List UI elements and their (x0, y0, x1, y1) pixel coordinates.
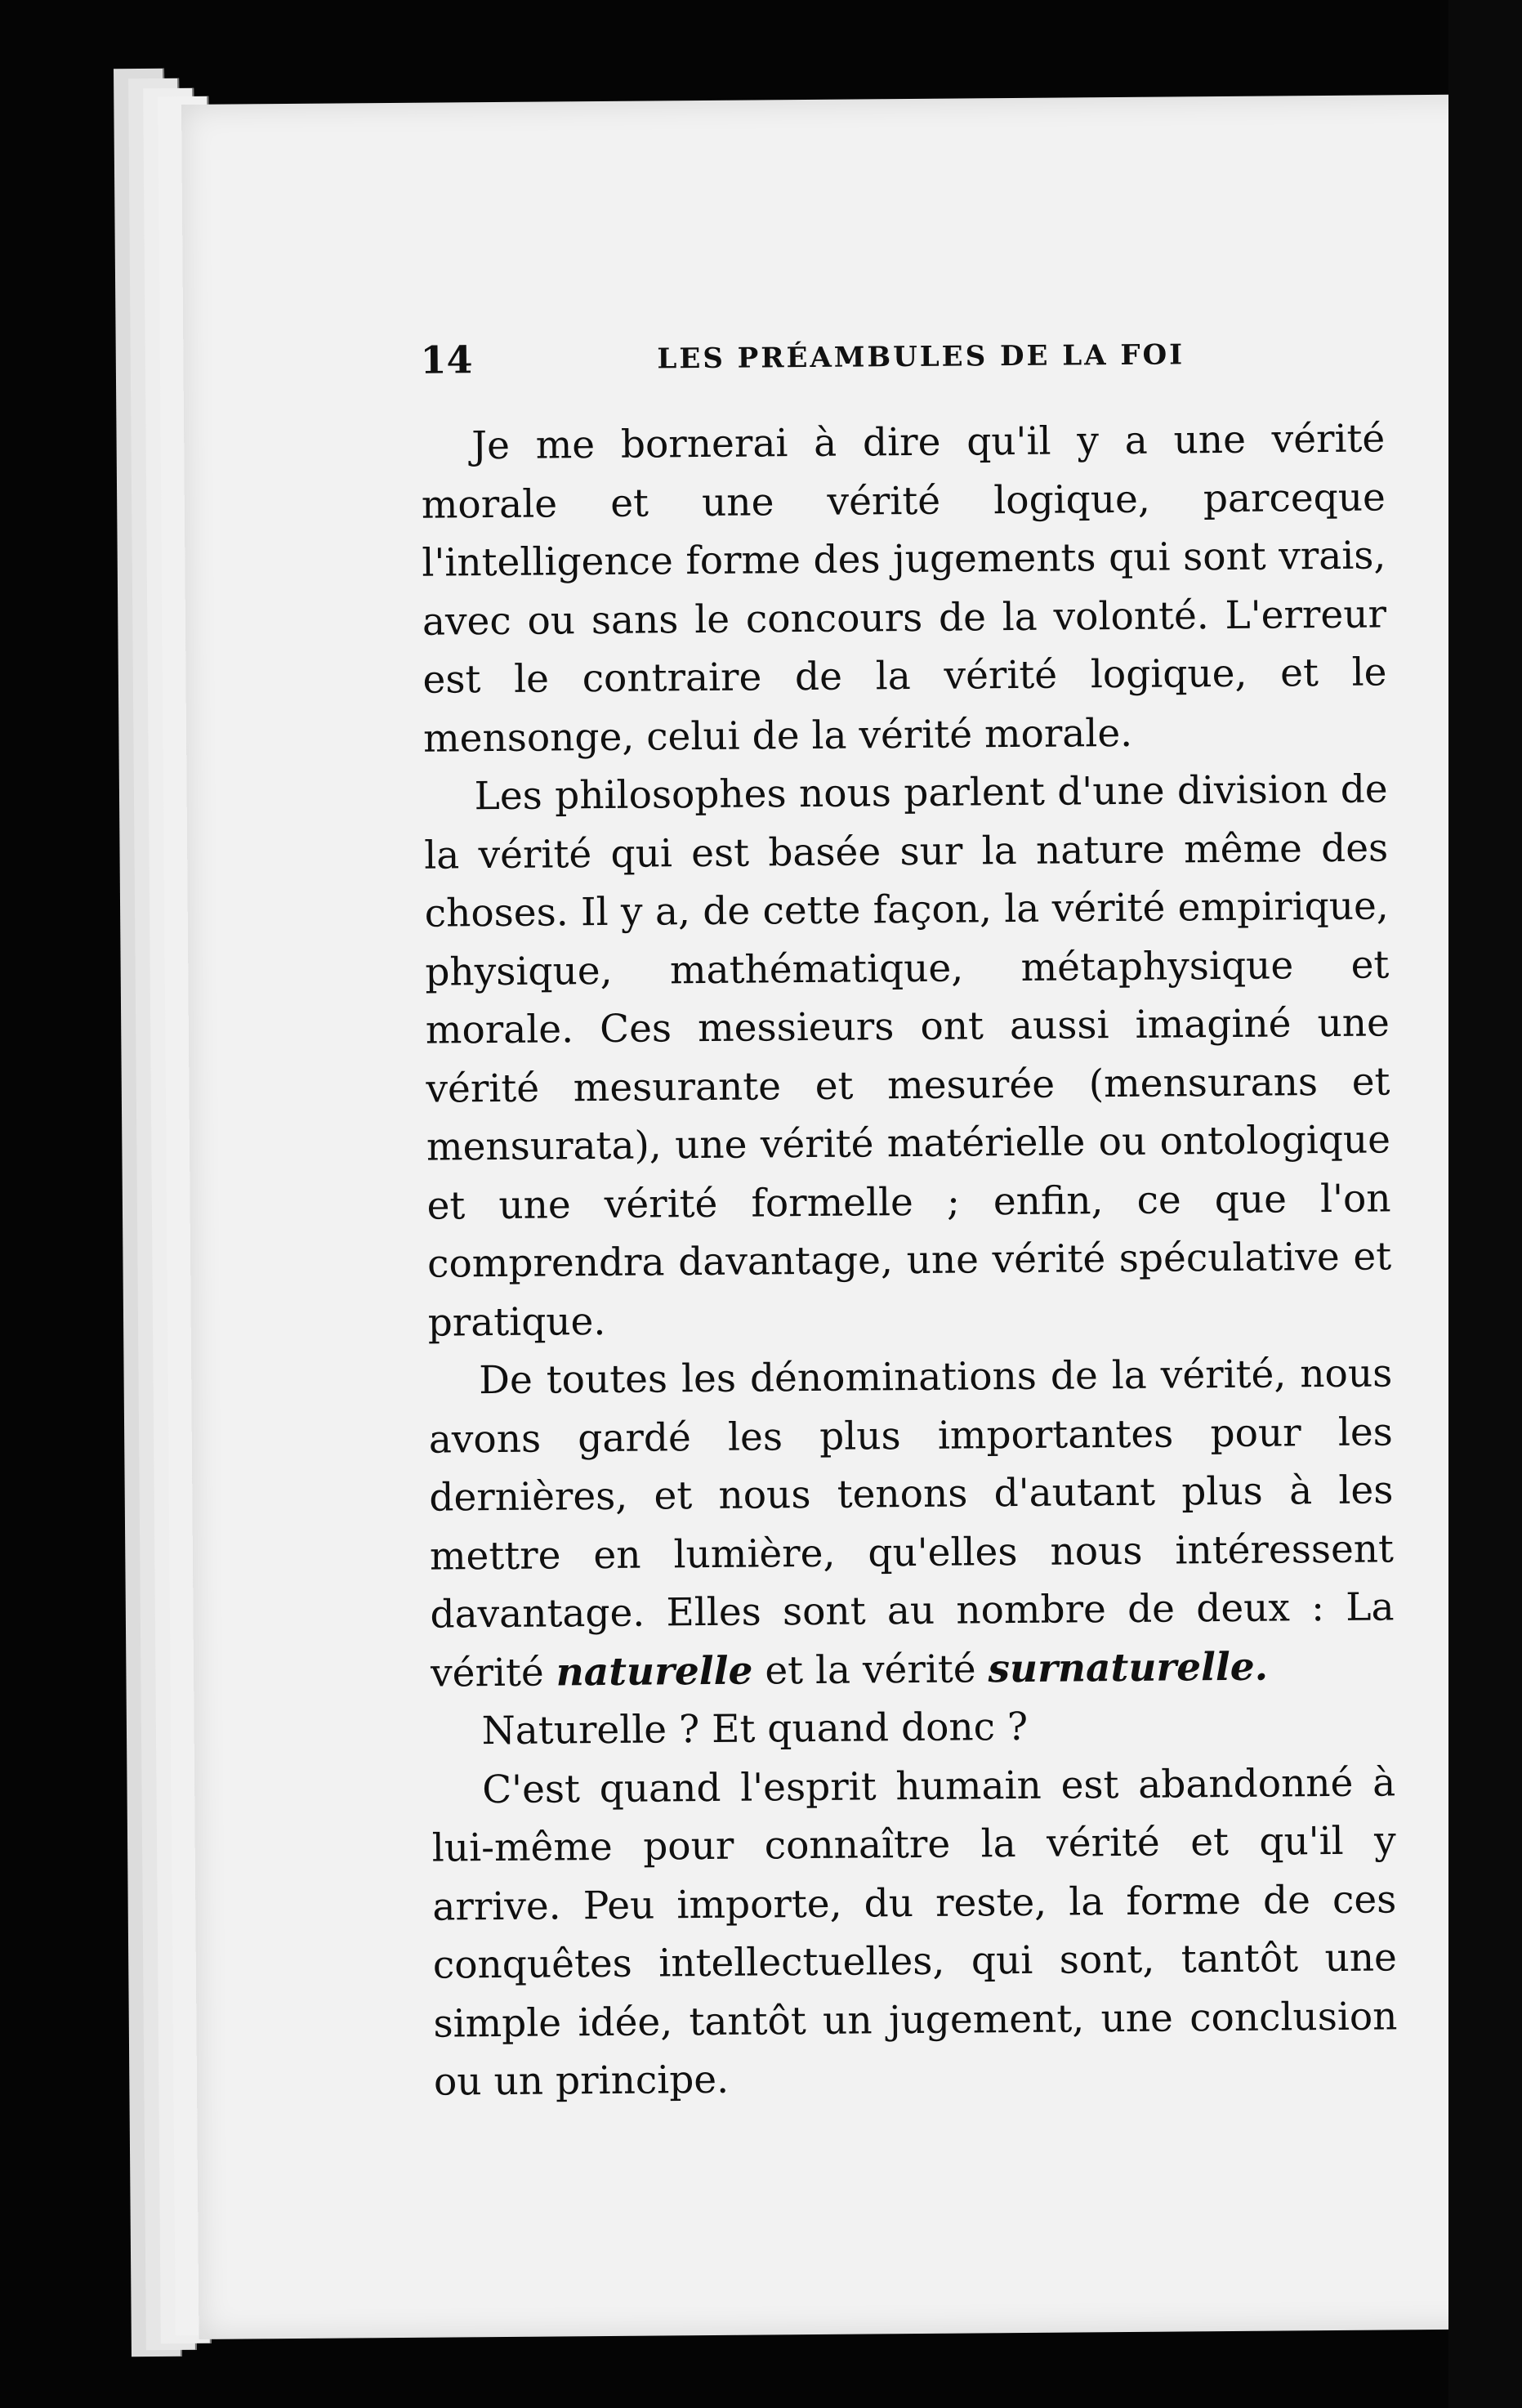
paragraph (428, 1344, 1395, 1702)
running-title: LES PRÉAMBULES DE LA FOI (657, 338, 1185, 376)
paragraph: C'est quand l'esprit humain est abandonné à lui-même pour connaître la vérité et qu'il y arrive. Peu importe, du reste, la forme de ces conquêtes intellectuelles, qui sont, tantôt une simple idée, tantôt un jugement, une conclusion ou un principe. (431, 1759, 1398, 2105)
page-number: 14 (420, 337, 473, 382)
paragraph-text: De toutes les dénominations de la vérité, nous avons gardé les plus importantes pour les dernières, et nous tenons d'autant plus à les mettre en lumière, qu'elles nous intéressent davantage. Elles sont au nombre de deux : La vérité (428, 1351, 1395, 1696)
body-text (421, 409, 1398, 2111)
italic-term: surnaturelle. (988, 1644, 1269, 1691)
book-page (181, 94, 1506, 2339)
italic-term: naturelle (556, 1648, 753, 1695)
paragraph-text: et la vérité (752, 1646, 989, 1694)
paragraph: Les philosophes nous parlent d'une division de la vérité qui est basée sur la nature même des choses. Il y a, de cette façon, la vérité empirique, physique, mathématique, métaphysique et morale. Ces messieurs ont aussi imaginé une vérité mesurante et mesurée (mensurans et mensurata), une vérité matérielle ou ontologique et une vérité formelle ; enfin, ce que l'on comprendra davantage, une vérité spéculative et pratique. (424, 766, 1392, 1346)
page-header (420, 330, 1400, 382)
scan-border (1448, 0, 1522, 2408)
paragraph: Naturelle ? Et quand donc ? (481, 1704, 1029, 1754)
paragraph: Je me bornerai à dire qu'il y a une vérité morale et une vérité logique, parceque l'intelligence forme des jugements qui sont vrais, avec ou sans le concours de la volonté. L'erreur est le contraire de la vérité logique, et le mensonge, celui de la vérité morale. (421, 416, 1387, 762)
